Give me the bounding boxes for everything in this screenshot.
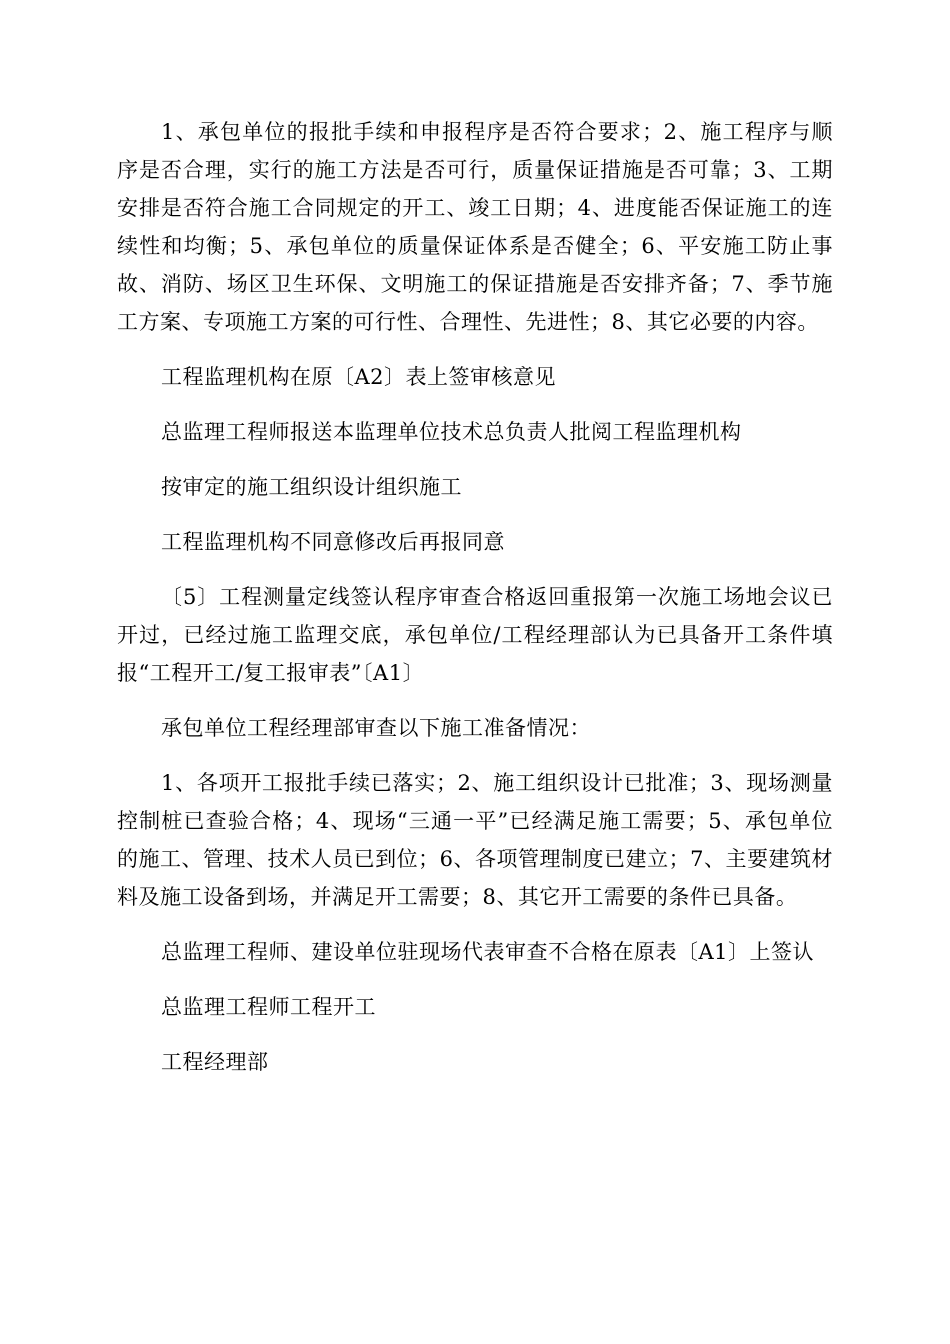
paragraph-organize-construction: 按审定的施工组织设计组织施工	[161, 475, 462, 499]
paragraph-sign-opinion: 工程监理机构在原〔A2〕表上签审核意见	[161, 365, 557, 389]
paragraph-review-criteria: 1、承包单位的报批手续和申报程序是否符合要求；2、施工程序与顺序是否合理，实行的施工方法是否可行，质量保证措施是否可靠；3、工期安排是否符合施工合同规定的开工、竣工日期；4、进度能否保证施工的连续性和均衡；5、承包单位的质量保证体系是否健全；6、平安施工防止事故、消防、场区卫生环保、文明施工的保证措施是否安排齐备；7、季节施工方案、专项施工方案的可行性、合理性、先进性；8、其它必要的内容。	[117, 120, 833, 334]
paragraph-chief-submit: 总监理工程师报送本监理单位技术总负责人批阅工程监理机构	[161, 420, 742, 444]
paragraph-project-start: 总监理工程师工程开工	[161, 995, 376, 1019]
paragraph-chief-owner-review: 总监理工程师、建设单位驻现场代表审查不合格在原表〔A1〕上签认	[161, 940, 815, 964]
paragraph-project-department: 工程经理部	[161, 1050, 269, 1074]
paragraph-survey-procedure: 〔5〕工程测量定线签认程序审查合格返回重报第一次施工场地会议已开过，已经过施工监理交底，承包单位/工程经理部认为已具备开工条件填报“工程开工/复工报审表”〔A1〕	[117, 585, 833, 685]
paragraph-preparation-items: 1、各项开工报批手续已落实；2、施工组织设计已批准；3、现场测量控制桩已查验合格；4、现场“三通一平”已经满足施工需要；5、承包单位的施工、管理、技术人员已到位；6、各项管理制度已建立；7、主要建筑材料及施工设备到场，并满足开工需要；8、其它开工需要的条件已具备。	[117, 771, 833, 909]
paragraph-disagree-resubmit: 工程监理机构不同意修改后再报同意	[161, 530, 505, 554]
paragraph-preparation-review: 承包单位工程经理部审查以下施工准备情况：	[161, 716, 591, 740]
document-body	[117, 113, 833, 1081]
